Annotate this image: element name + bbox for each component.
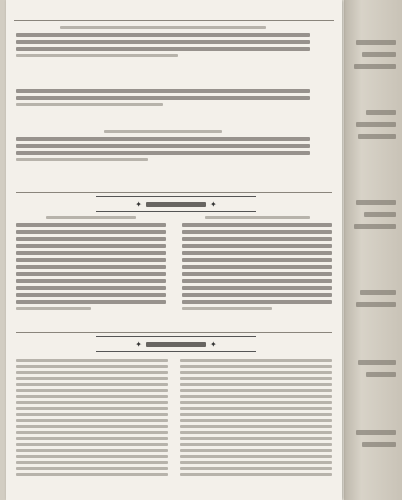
clause-1 — [16, 26, 332, 60]
ornament-icon: ✦ — [135, 339, 142, 349]
clause-marker — [316, 86, 332, 104]
book-page — [6, 0, 342, 500]
notes-column-left — [16, 356, 168, 479]
adjacent-page-edge — [344, 0, 402, 500]
running-header — [14, 4, 334, 21]
commentary-column-left — [16, 216, 166, 313]
commentary-column-right — [182, 216, 332, 313]
clause-2 — [16, 86, 332, 109]
clause-3 — [16, 130, 332, 164]
section-divider — [16, 192, 332, 193]
commentary-section-title — [96, 196, 256, 212]
commentary-title-text — [146, 202, 206, 207]
section-divider — [16, 332, 332, 333]
sources-section-title — [96, 336, 256, 352]
notes-column-right — [180, 356, 332, 479]
ornament-icon: ✦ — [135, 199, 142, 209]
clause-text — [16, 26, 310, 57]
clause-text — [16, 130, 310, 161]
ornament-icon: ✦ — [210, 339, 217, 349]
clause-marker — [316, 26, 332, 44]
clause-marker — [316, 130, 332, 148]
ornament-icon: ✦ — [210, 199, 217, 209]
sources-title-text — [146, 342, 206, 347]
clause-text — [16, 89, 310, 106]
